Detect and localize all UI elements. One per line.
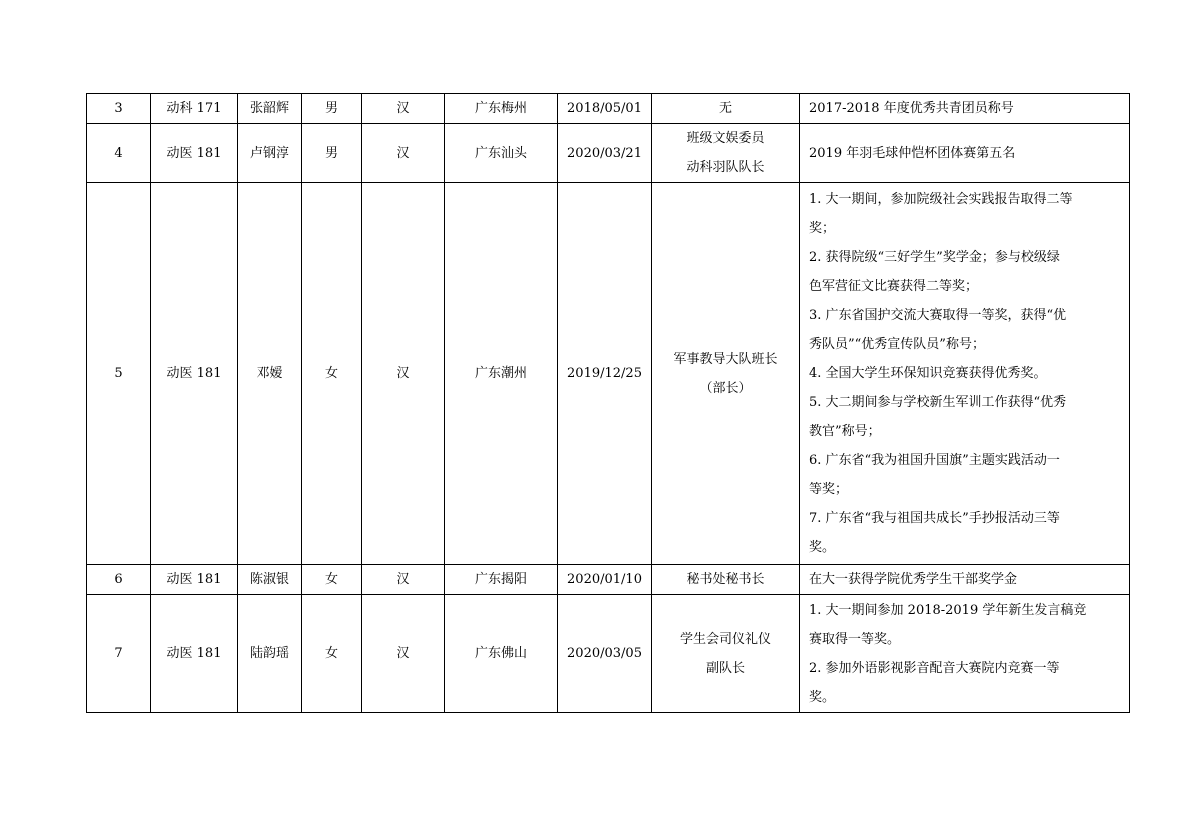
table-row — [87, 595, 1130, 713]
join-date-cell: 2020/01/10 — [558, 565, 652, 595]
ethnicity-cell: 汉 — [362, 183, 445, 565]
award-line: 2017-2018 年度优秀共青团员称号 — [809, 101, 1014, 116]
awards-cell — [800, 124, 1130, 183]
ethnicity-cell: 汉 — [362, 595, 445, 713]
join-date-cell: 2020/03/05 — [558, 595, 652, 713]
awards-cell — [800, 565, 1130, 595]
hometown-cell: 广东揭阳 — [445, 565, 558, 595]
award-line: 7. 广东省“我与祖国共成长”手抄报活动三等 — [809, 511, 1060, 526]
hometown-cell: 广东汕头 — [445, 124, 558, 183]
row-number-cell: 7 — [87, 595, 151, 713]
award-line: 3. 广东省国护交流大赛取得一等奖，获得“优 — [809, 308, 1067, 323]
position-line: 副队长 — [705, 660, 745, 676]
award-line: 2. 获得院级“三好学生”奖学金；参与校级绿 — [809, 250, 1060, 265]
hometown-cell: 广东潮州 — [445, 183, 558, 565]
student-name-cell: 卢钢淳 — [238, 124, 302, 183]
position-line: 动科羽队队长 — [686, 160, 765, 175]
row-number-cell: 6 — [87, 565, 151, 595]
award-line: 1. 大一期间，参加院级社会实践报告取得二等 — [809, 192, 1073, 207]
position-line: 秘书处秘书长 — [686, 572, 765, 587]
gender-cell: 女 — [302, 183, 362, 565]
ethnicity-cell: 汉 — [362, 124, 445, 183]
class-name-cell: 动医 181 — [151, 595, 238, 713]
position-line: （部长） — [699, 380, 752, 396]
class-name-cell: 动医 181 — [151, 183, 238, 565]
join-date-cell: 2019/12/25 — [558, 183, 652, 565]
award-line: 秀队员”“优秀宣传队员”称号； — [809, 337, 985, 352]
gender-cell: 男 — [302, 94, 362, 124]
row-number-cell: 5 — [87, 183, 151, 565]
hometown-cell: 广东佛山 — [445, 595, 558, 713]
gender-cell: 女 — [302, 595, 362, 713]
student-name-cell: 邓嫒 — [238, 183, 302, 565]
award-line: 教官”称号； — [809, 424, 881, 439]
awards-cell — [800, 595, 1130, 713]
award-line: 色军营征文比赛获得二等奖； — [809, 279, 979, 294]
class-name-cell: 动科 171 — [151, 94, 238, 124]
position-cell — [652, 595, 800, 713]
class-name-cell: 动医 181 — [151, 124, 238, 183]
award-line: 2. 参加外语影视影音配音大赛院内竞赛一等 — [809, 660, 1060, 676]
award-line: 等奖； — [809, 482, 849, 497]
position-line: 无 — [718, 101, 732, 116]
award-line: 奖。 — [809, 540, 836, 555]
table-row — [87, 183, 1130, 565]
hometown-cell: 广东梅州 — [445, 94, 558, 124]
award-line: 在大一获得学院优秀学生干部奖学金 — [809, 572, 1018, 587]
student-name-cell: 张韶辉 — [238, 94, 302, 124]
row-number-cell: 4 — [87, 124, 151, 183]
position-cell — [652, 94, 800, 124]
position-cell — [652, 183, 800, 565]
position-cell — [652, 565, 800, 595]
class-name-cell: 动医 181 — [151, 565, 238, 595]
table-row — [87, 124, 1130, 183]
position-line: 班级文娱委员 — [686, 131, 765, 146]
row-number-cell: 3 — [87, 94, 151, 124]
join-date-cell: 2018/05/01 — [558, 94, 652, 124]
awards-cell — [800, 183, 1130, 565]
ethnicity-cell: 汉 — [362, 94, 445, 124]
position-line: 军事教导大队班长 — [673, 351, 778, 367]
gender-cell: 女 — [302, 565, 362, 595]
table-row — [87, 94, 1130, 124]
student-table — [86, 93, 1130, 713]
table-body — [87, 94, 1130, 713]
join-date-cell: 2020/03/21 — [558, 124, 652, 183]
student-name-cell: 陆韵瑶 — [238, 595, 302, 713]
award-line: 5. 大二期间参与学校新生军训工作获得“优秀 — [809, 395, 1067, 410]
award-line: 2019 年羽毛球仲恺杯团体赛第五名 — [809, 145, 1016, 161]
gender-cell: 男 — [302, 124, 362, 183]
student-name-cell: 陈淑银 — [238, 565, 302, 595]
award-line: 奖。 — [809, 689, 836, 705]
award-line: 6. 广东省“我为祖国升国旗”主题实践活动一 — [809, 453, 1060, 468]
award-line: 赛取得一等奖。 — [809, 631, 901, 647]
table-row — [87, 565, 1130, 595]
position-line: 学生会司仪礼仪 — [679, 631, 771, 647]
award-line: 1. 大一期间参加 2018-2019 学年新生发言稿竞 — [809, 602, 1087, 618]
awards-cell — [800, 94, 1130, 124]
award-line: 4. 全国大学生环保知识竞赛获得优秀奖。 — [809, 366, 1047, 381]
award-line: 奖； — [809, 221, 836, 236]
position-cell — [652, 124, 800, 183]
ethnicity-cell: 汉 — [362, 565, 445, 595]
